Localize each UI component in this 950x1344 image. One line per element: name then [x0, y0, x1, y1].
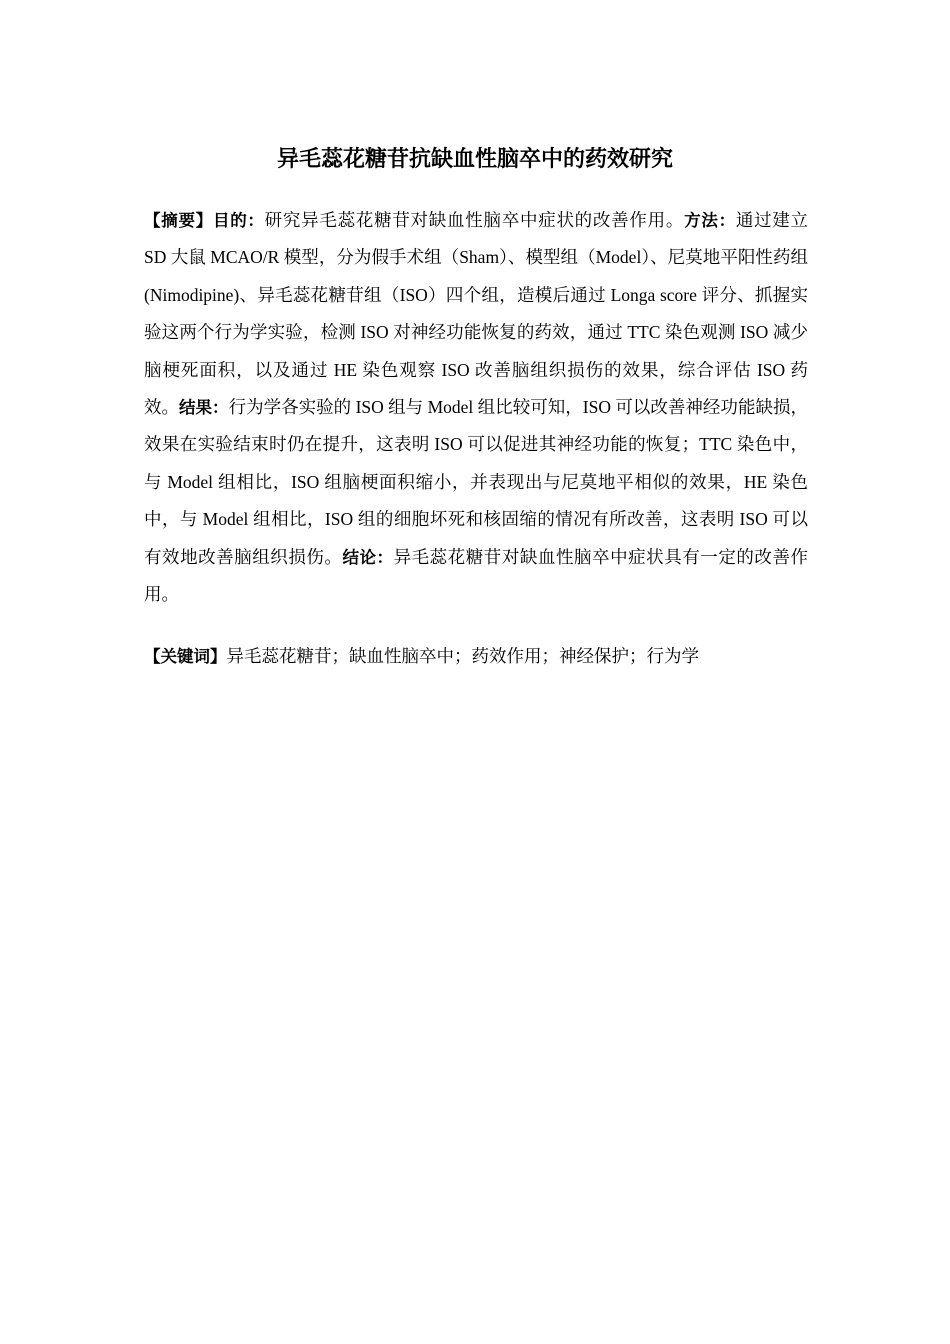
conclusion-text: 异毛蕊花糖苷对缺血性脑卒中症状具有一定的改善作用。	[144, 546, 809, 605]
methods-label: 方法：	[684, 211, 736, 230]
abstract-label: 【摘要】	[144, 211, 213, 230]
objective-text: 研究异毛蕊花糖苷对缺血性脑卒中症状的改善作用。	[264, 210, 685, 230]
keywords-paragraph	[144, 638, 808, 675]
conclusion-label: 结论：	[342, 547, 394, 567]
results-label: 结果：	[179, 398, 229, 418]
keywords-text: 异毛蕊花糖苷；缺血性脑卒中；药效作用；神经保护；行为学	[226, 646, 699, 666]
objective-label: 目的：	[212, 211, 265, 230]
paper-title: 异毛蕊花糖苷抗缺血性脑卒中的药效研究	[276, 147, 673, 172]
methods-text: 通过建立 SD 大鼠 MCAO/R 模型，分为假手术组（Sham）、模型组（Model）、尼莫地平阳性药组(Nimodipine)、异毛蕊花糖苷组（ISO）四个组，造模后通过 Longa score 评分、抓握实验这两个行为学实验，检测 ISO 对神经功能恢复的药效，通过 TTC 染色观测 ISO 减少脑梗死面积，以及通过 HE 染色观察 ISO 改善脑组织损伤的效果，综合评估 ISO 药效。	[144, 210, 809, 418]
keywords-label: 【关键词】	[144, 647, 227, 666]
abstract-paragraph	[144, 202, 808, 613]
results-text: 行为学各实验的 ISO 组与 Model 组比较可知，ISO 可以改善神经功能缺损，效果在实验结束时仍在提升，这表明 ISO 可以促进其神经功能的恢复；TTC 染色中，与 Model 组相比，ISO 组脑梗面积缩小，并表现出与尼莫地平相似的效果，HE 染色中，与 Model 组相比，ISO 组的细胞坏死和核固缩的情况有所改善，这表明 ISO 可以有效地改善脑组织损伤。	[144, 397, 808, 567]
